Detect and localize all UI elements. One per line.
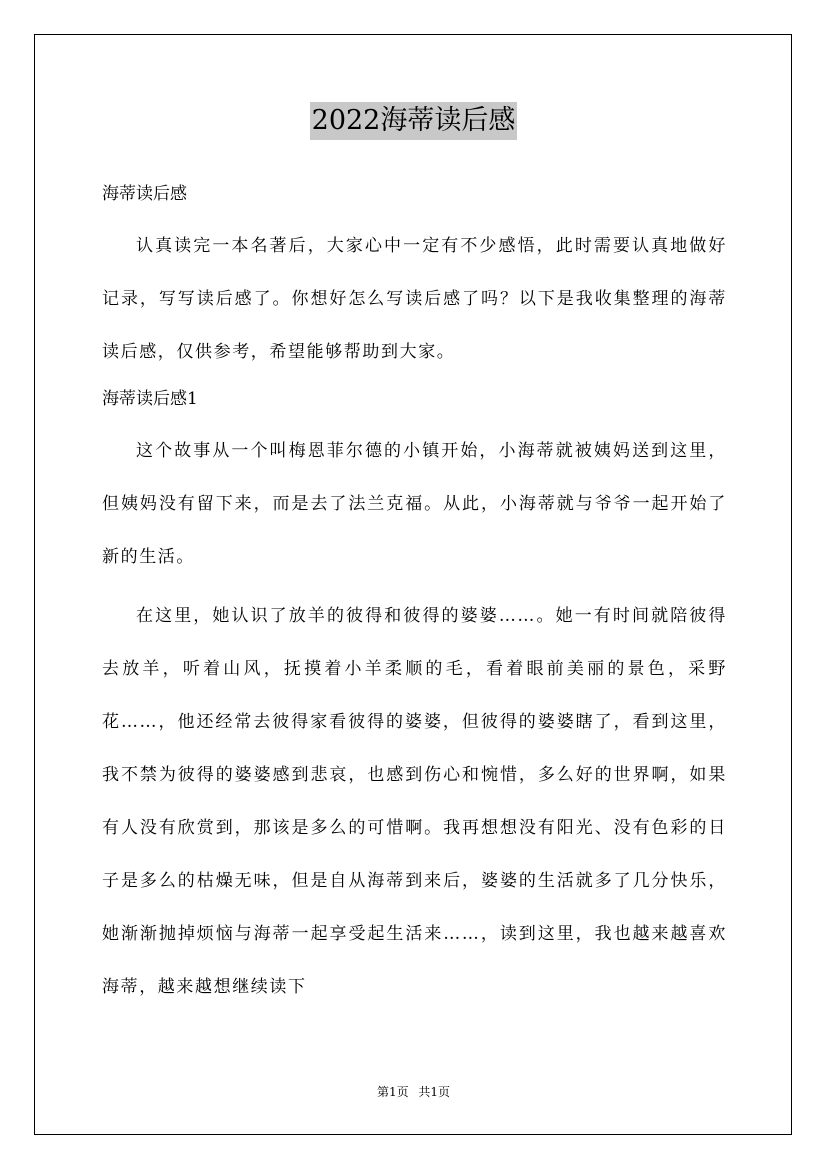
title-wrap [0,102,827,140]
page-number-current: 第1页 [376,1085,409,1099]
document-title: 2022海蒂读后感 [310,102,518,140]
page-number-total: 共1页 [418,1085,451,1099]
story-paragraph-2: 在这里，她认识了放羊的彼得和彼得的婆婆……。她一有时间就陪彼得去放羊，听着山风，抚摸着小羊柔顺的毛，看着眼前美丽的景色，采野花……，他还经常去彼得家看彼得的婆婆，但彼得的婆婆瞎了，看到这里，我不禁为彼得的婆婆感到悲哀，也感到伤心和惋惜，多么好的世界啊，如果有人没有欣赏到，那该是多么的可惜啊。我再想想没有阳光、没有色彩的日子是多么的枯燥无味，但是自从海蒂到来后，婆婆的生活就多了几分快乐，她渐渐抛掉烦恼与海蒂一起享受起生活来……，读到这里，我也越来越喜欢海蒂，越来越想继续读下 [102,606,727,997]
story-paragraph-1: 这个故事从一个叫梅恩菲尔德的小镇开始，小海蒂就被姨妈送到这里，但姨妈没有留下来，而是去了法兰克福。从此，小海蒂就与爷爷一起开始了新的生活。 [102,441,727,567]
intro-paragraph: 认真读完一本名著后，大家心中一定有不少感悟，此时需要认真地做好记录，写写读后感了。你想好怎么写读后感了吗？以下是我收集整理的海蒂读后感，仅供参考，希望能够帮助到大家。 [102,236,727,362]
page-footer [0,1084,827,1100]
section-label: 海蒂读后感 [102,184,187,204]
document-body [102,174,727,1014]
section-label-1: 海蒂读后感1 [102,389,198,409]
